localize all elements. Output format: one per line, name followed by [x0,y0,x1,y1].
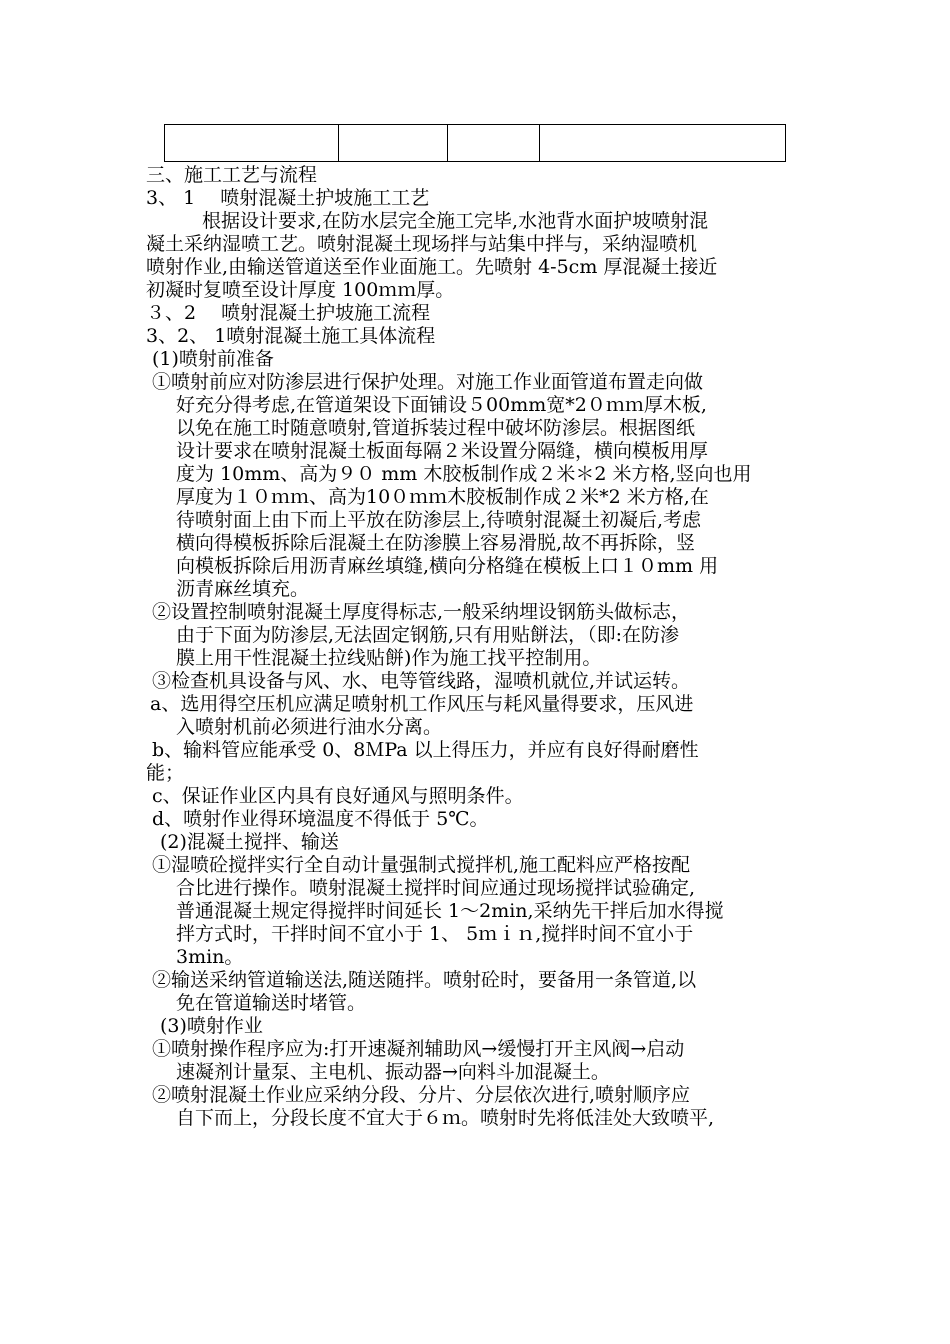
text-line: 合比进行操作。喷射混凝土搅拌时间应通过现场搅拌试验确定, [176,877,696,899]
text-line: 待喷射面上由下而上平放在防渗层上,待喷射混凝土初凝后,考虑 [176,509,702,531]
text-line: ②喷射混凝土作业应采纳分段、分片、分层依次进行,喷射顺序应 [152,1084,691,1106]
text-line: 初凝时复喷至设计厚度 100ｍｍ厚。 [146,279,455,301]
document-body [146,164,836,1130]
text-line: b、输料管应能承受 0、8ＭPa 以上得压力，并应有良好得耐磨性 [152,739,699,761]
text-line: ②设置控制喷射混凝土厚度得标志,一般采纳埋设钢筋头做标志， [152,601,691,623]
text-line: c、保证作业区内具有良好通风与照明条件。 [152,785,524,807]
text-line: 凝土采纳湿喷工艺。喷射混凝土现场拌与站集中拌与，采纳湿喷机 [146,233,698,255]
text-line: 自下而上，分段长度不宜大于６ｍ。喷射时先将低洼处大致喷平, [176,1107,715,1129]
table-divider [539,125,540,161]
text-line: ③检查机具设备与风、水、电等管线路，湿喷机就位,并试运转。 [152,670,691,692]
text-line: (3)喷射作业 [160,1015,263,1037]
text-line: 设计要求在喷射混凝土板面每隔２米设置分隔缝，横向模板用厚 [176,440,709,462]
text-line: d、喷射作业得环境温度不得低于 5℃。 [152,808,489,830]
table-divider [338,125,339,161]
text-line: 膜上用干性混凝土拉线贴餅)作为施工找平控制用。 [176,647,602,669]
text-line: 度为 10mm、高为９０ mm 木胶板制作成２米＊2 米方格,竖向也用 [176,463,752,485]
text-line: 3、2、 1喷射混凝土施工具体流程 [146,325,436,347]
text-line: (1)喷射前准备 [152,348,274,370]
text-line: 喷射作业,由输送管道送至作业面施工。先喷射 4-5cm 厚混凝土接近 [146,256,718,278]
text-line: 速凝剂计量泵、主电机、振动器→向料斗加混凝土。 [176,1061,610,1083]
section-heading: 三、施工工艺与流程 [146,164,318,186]
text-line: 以免在施工时随意喷射,管道拆装过程中破坏防渗层。根据图纸 [176,417,696,439]
text-line: 厚度为１０ｍｍ、高为10０ｍｍ木胶板制作成２米*2 米方格,在 [176,486,709,508]
text-line: 免在管道输送时堵管。 [176,992,367,1014]
text-line: (2)混凝土搅拌、输送 [160,831,339,853]
text-line: 好充分得考虑,在管道架设下面铺设５00mm宽*2０ｍｍ厚木板, [176,394,707,416]
text-line: 沥青麻丝填充。 [176,578,310,600]
text-line: 入喷射机前必须进行油水分离。 [176,716,443,738]
text-line: a、选用得空压机应满足喷射机工作风压与耗风量得要求，压风进 [150,693,694,715]
text-line: ①喷射前应对防渗层进行保护处理。对施工作业面管道布置走向做 [152,371,704,393]
text-line: 拌方式时，干拌时间不宜小于 1、 5ｍｉｎ,搅拌时间不宜小于 [176,923,694,945]
text-line: 根据设计要求,在防水层完全施工完毕,水池背水面护坡喷射混 [202,210,709,232]
text-line: ②输送采纳管道输送法,随送随拌。喷射砼时，要备用一条管道,以 [152,969,697,991]
text-line: 由于下面为防渗层,无法固定钢筋,只有用贴餅法，（即:在防渗 [176,624,679,646]
table-fragment [164,124,786,162]
text-line: 向模板拆除后用沥青麻丝填缝,横向分格缝在模板上口１０mm 用 [176,555,719,577]
text-line: 3min。 [176,946,244,968]
text-line: 能； [146,762,185,784]
text-line: 横向得模板拆除后混凝土在防渗膜上容易滑脱,故不再拆除，竖 [176,532,696,554]
text-line: ３、2 喷射混凝土护坡施工流程 [146,302,431,324]
text-line: 3、 1 喷射混凝土护坡施工工艺 [146,187,430,209]
text-line: 普通混凝土规定得搅拌时间延长 1～2min,采纳先干拌后加水得搅 [176,900,724,922]
text-line: ①湿喷砼搅拌实行全自动计量强制式搅拌机,施工配料应严格按配 [152,854,691,876]
table-divider [447,125,448,161]
text-line: ①喷射操作程序应为:打开速凝剂辅助风→缓慢打开主风阀→启动 [152,1038,685,1060]
